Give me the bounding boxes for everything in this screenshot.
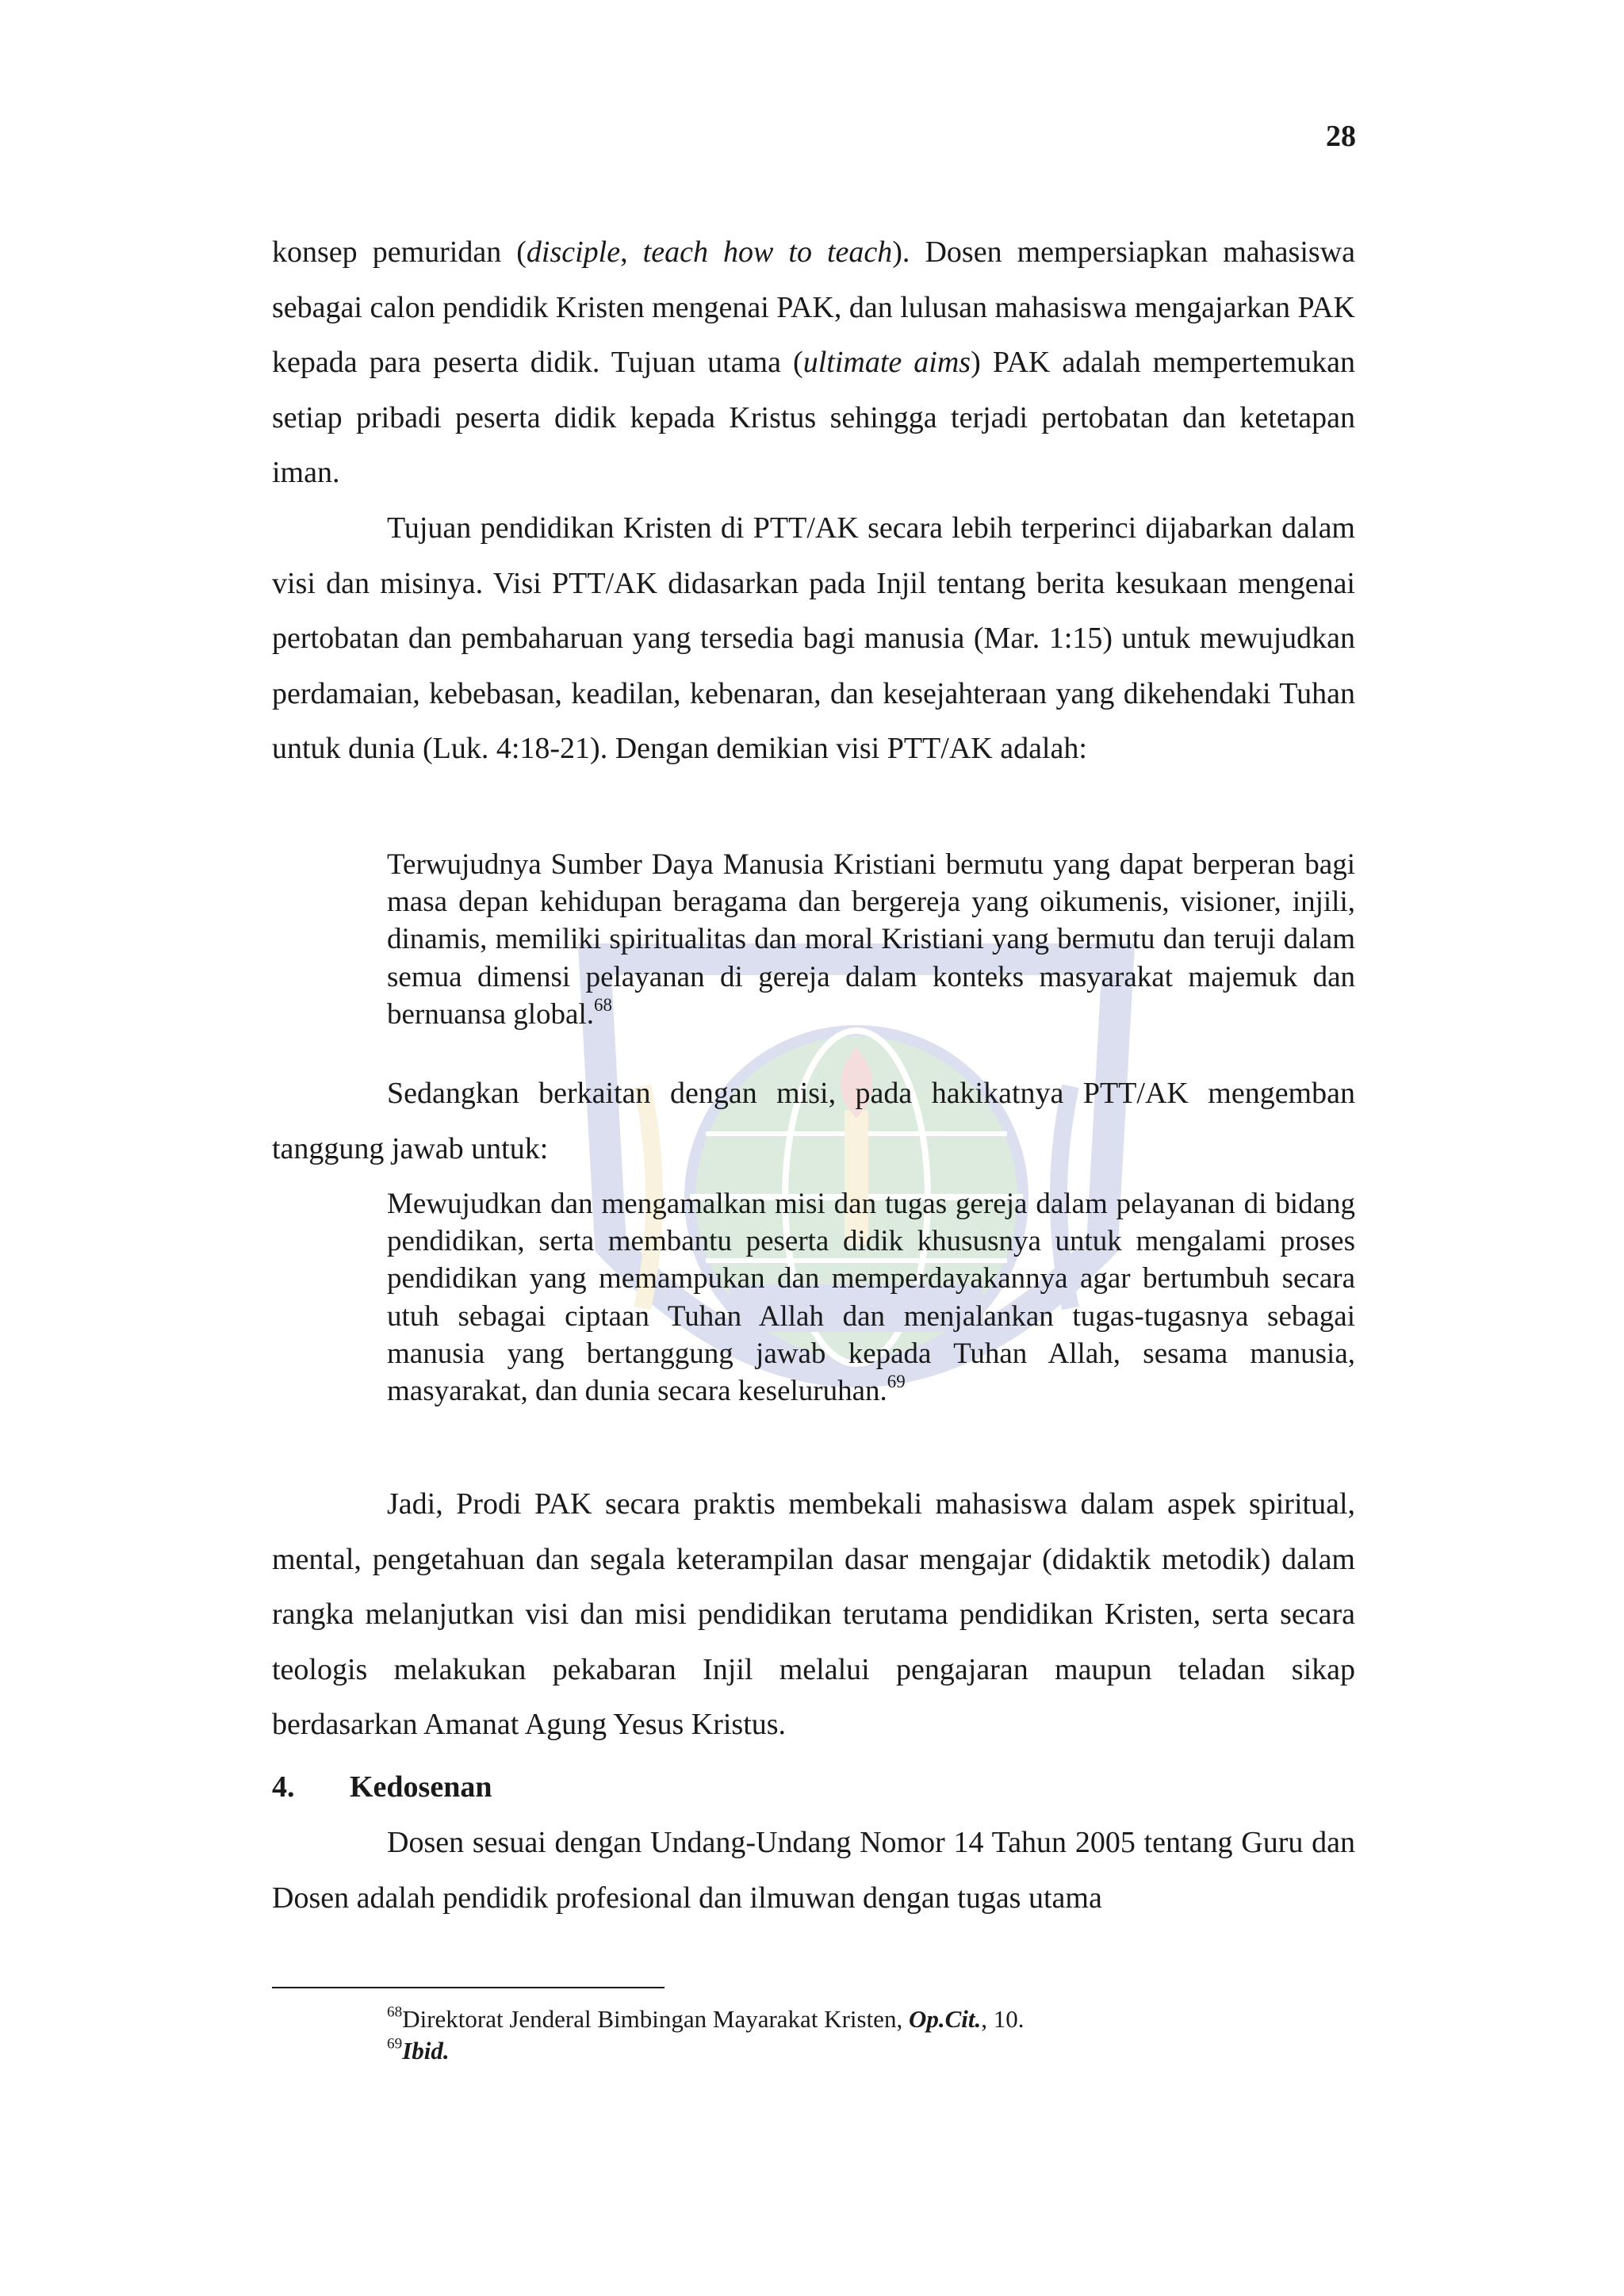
p1-text-1: konsep pemuridan ( [272, 235, 527, 269]
footnote-68 [387, 2003, 1025, 2035]
quote-vision-text: Terwujudnya Sumber Daya Manusia Kristiani bermutu yang dapat berperan bagi masa depan kehidupan beragama dan bergereja yang oikumenis, visioner, injili, dinamis, memiliki spiritualitas dan moral Kristiani yang bermutu dan teruji dalam semua dimensi pelayanan di gereja dalam konteks masyarakat majemuk dan bernuansa global. [387, 848, 1355, 1031]
footnote-ref-69: 69 [887, 1371, 906, 1391]
p1-italic-2: teach how to teach [642, 235, 893, 269]
paragraph-2: Tujuan pendidikan Kristen di PTT/AK secara lebih terperinci dijabarkan dalam visi dan misinya. Visi PTT/AK didasarkan pada Injil tentang berita kesukaan mengenai pertobatan dan pembaharuan yang tersedia bagi manusia (Mar. 1:15) untuk mewujudkan perdamaian, kebebasan, keadilan, kebenaran, dan kesejahteraan yang dikehendaki Tuhan untuk dunia (Luk. 4:18-21). Dengan demikian visi PTT/AK adalah: [272, 511, 1355, 766]
page-number: 28 [1326, 120, 1356, 153]
p1-italic-3: ultimate aims [802, 346, 971, 380]
p1-text-3: ). Dosen mempersiapkan mahasiswa sebagai calon pendidik Kristen mengenai PAK, dan lulusan mahasiswa mengajarkan PAK kepada para peserta didik. Tujuan utama ( [272, 235, 1355, 380]
footnote-69 [387, 2035, 450, 2067]
block-quote-mission [387, 1185, 1355, 1410]
footnote-text: Direktorat Jenderal Bimbingan Mayarakat Kristen, [402, 2005, 909, 2033]
paragraph-1 [272, 225, 1355, 501]
footnote-emphasis: Op.Cit. [908, 2005, 982, 2033]
paragraph-5: Dosen sesuai dengan Undang-Undang Nomor 14 Tahun 2005 tentang Guru dan Dosen adalah pendidik profesional dan ilmuwan dengan tugas utama [272, 1826, 1355, 1915]
paragraph-4: Jadi, Prodi PAK secara praktis membekali mahasiswa dalam aspek spiritual, mental, pengetahuan dan segala keterampilan dasar mengajar (didaktik metodik) dalam rangka melanjutkan visi dan misi pendidikan terutama pendidikan Kristen, serta secara teologis melakukan pekabaran Injil melalui pengajaran maupun teladan sikap berdasarkan Amanat Agung Yesus Kristus. [272, 1487, 1355, 1742]
p1-text-2: , [620, 235, 643, 269]
quote-mission-text: Mewujudkan dan mengamalkan misi dan tugas gereja dalam pelayanan di bidang pendidikan, serta membantu peserta didik khususnya untuk mengalami proses pendidikan yang memampukan dan memperdayakannya agar bertumbuh secara utuh sebagai ciptaan Tuhan Allah dan menjalankan tugas-tugasnya sebagai manusia yang bertanggung jawab kepada Tuhan Allah, sesama manusia, masyarakat, dan dunia secara keseluruhan. [387, 1188, 1355, 1408]
footnote-emphasis: Ibid. [402, 2037, 450, 2064]
footnote-number: 69 [387, 2035, 403, 2053]
footnote-text-after: , 10. [981, 2005, 1025, 2033]
footnote-number: 68 [387, 2003, 403, 2021]
section-title: Kedosenan [350, 1770, 492, 1804]
section-heading [272, 1766, 492, 1808]
section-number: 4. [272, 1770, 295, 1804]
footnote-ref-68: 68 [593, 994, 612, 1015]
paragraph-3: Sedangkan berkaitan dengan misi, pada hakikatnya PTT/AK mengemban tanggung jawab untuk: [272, 1077, 1355, 1165]
block-quote-vision [387, 846, 1355, 1033]
p1-text-4: ) PAK adalah mempertemukan setiap pribadi peserta didik kepada Kristus sehingga terjadi pertobatan dan ketetapan iman. [272, 346, 1355, 490]
footnote-separator [272, 1987, 665, 1988]
p1-italic-1: disciple [526, 235, 621, 269]
